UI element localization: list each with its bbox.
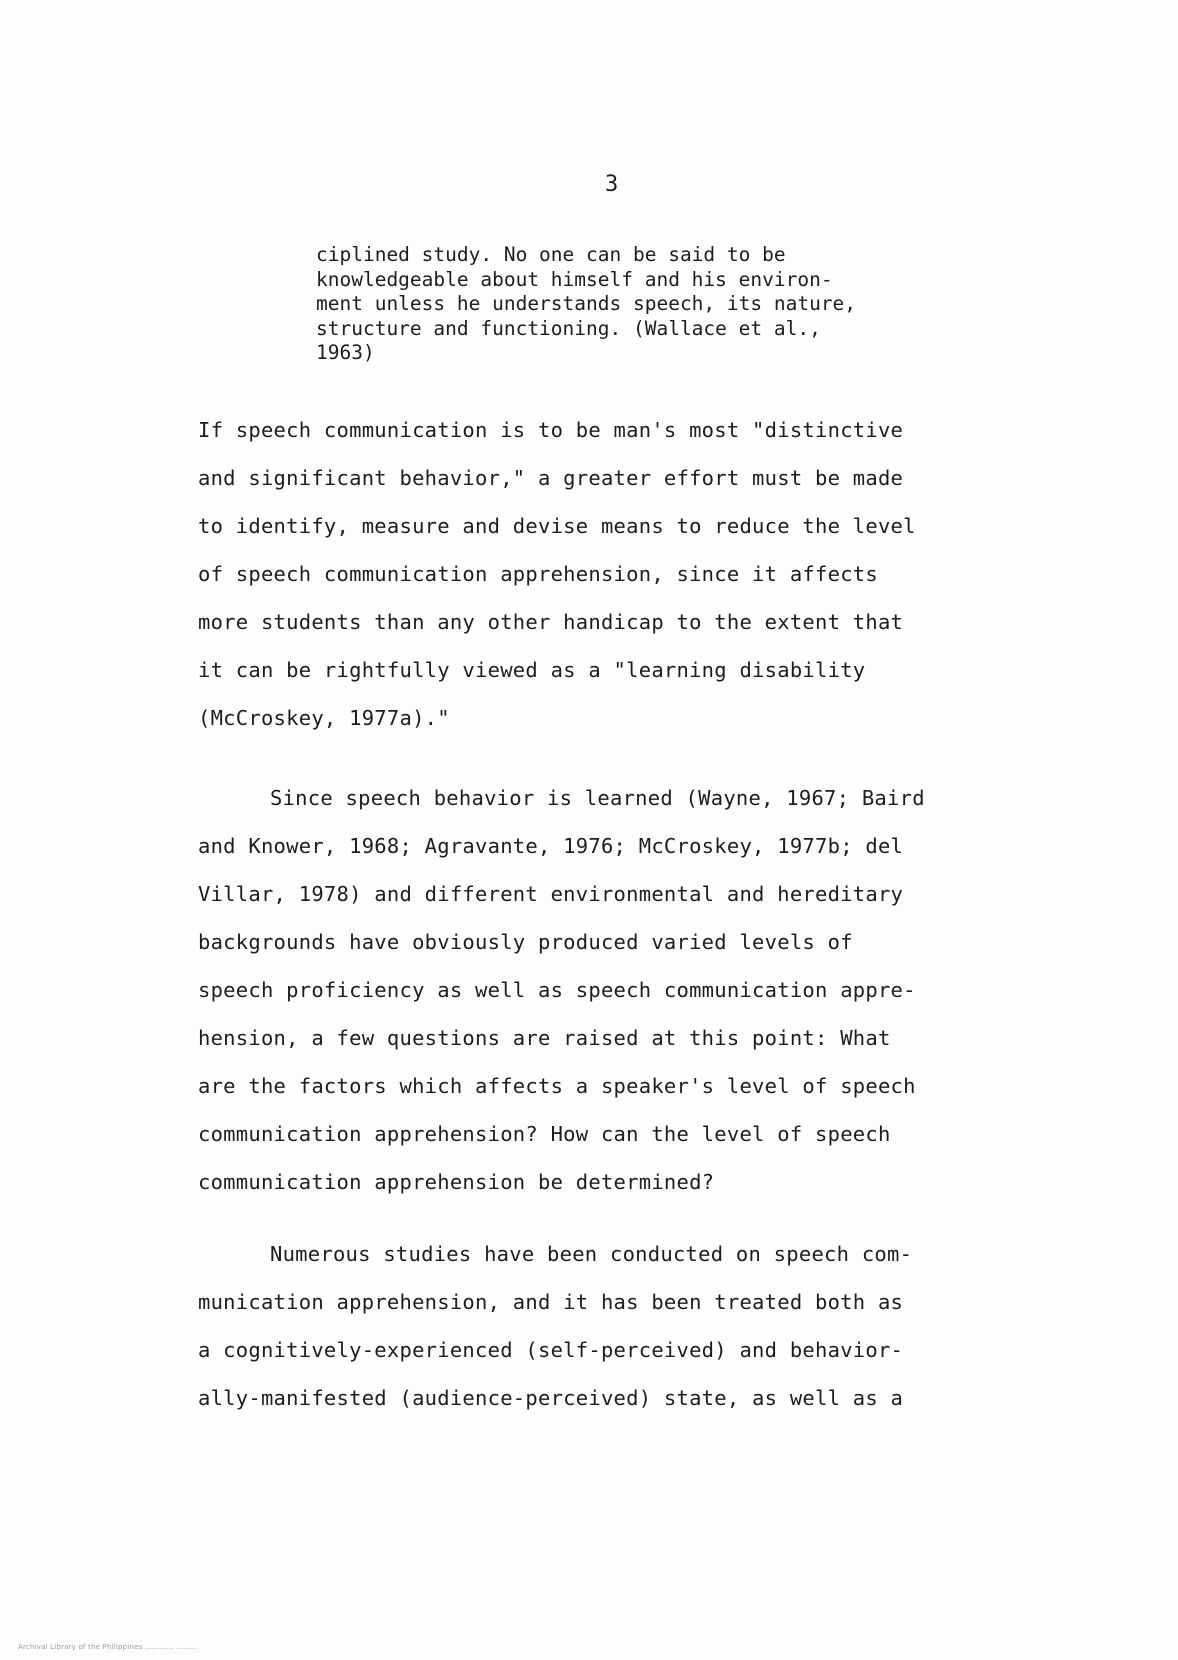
paragraph-3-line: munication apprehension, and it has been treated both as <box>198 1290 904 1314</box>
paragraph-1-line: to identify, measure and devise means to reduce the level <box>198 514 916 538</box>
paragraph-1-line: it can be rightfully viewed as a "learning disability <box>198 658 866 682</box>
quote-line: structure and functioning. (Wallace et al., <box>316 316 821 340</box>
quote-line: 1963) <box>316 341 375 364</box>
paragraph-2-line: speech proficiency as well as speech communication appre- <box>198 978 916 1002</box>
paragraph-3-line: a cognitively-experienced (self-perceived) and behavior- <box>198 1338 904 1362</box>
paragraph-1-line: and significant behavior," a greater effort must be made <box>198 466 904 490</box>
quote-line: ment unless he understands speech, its nature, <box>316 292 857 315</box>
paragraph-2-line: communication apprehension? How can the level of speech <box>198 1122 891 1146</box>
paragraph-2-line: are the factors which affects a speaker's level of speech <box>198 1074 916 1098</box>
paragraph-1-line: If speech communication is to be man's most "distinctive <box>198 418 904 442</box>
paragraph-2-line: Since speech behavior is learned (Wayne, 1967; Baird <box>270 786 925 810</box>
paragraph-2-line: and Knower, 1968; Agravante, 1976; McCroskey, 1977b; del <box>198 834 904 858</box>
page-number: 3 <box>605 172 620 197</box>
paragraph-2-line: backgrounds have obviously produced varied levels of <box>198 930 853 954</box>
quote-line: knowledgeable about himself and his environ- <box>316 267 833 291</box>
paragraph-2-line: communication apprehension be determined? <box>198 1170 715 1194</box>
block-quote <box>316 243 1006 366</box>
paragraph-1-line: of speech communication apprehension, since it affects <box>198 562 878 586</box>
quote-line: ciplined study. No one can be said to be <box>316 243 786 266</box>
paragraph-1-line: (McCroskey, 1977a)." <box>198 706 450 730</box>
paragraph-3-line: Numerous studies have been conducted on speech com- <box>270 1242 913 1266</box>
archival-footer-note: Archival Library of the Philippines ............ ........ <box>18 1643 196 1651</box>
paragraph-1-line: more students than any other handicap to the extent that <box>198 610 904 634</box>
paragraph-2-line: Villar, 1978) and different environmental and hereditary <box>198 882 904 906</box>
paragraph-2-line: hension, a few questions are raised at this point: What <box>198 1026 891 1050</box>
paragraph-3-line: ally-manifested (audience-perceived) state, as well as a <box>198 1386 904 1410</box>
